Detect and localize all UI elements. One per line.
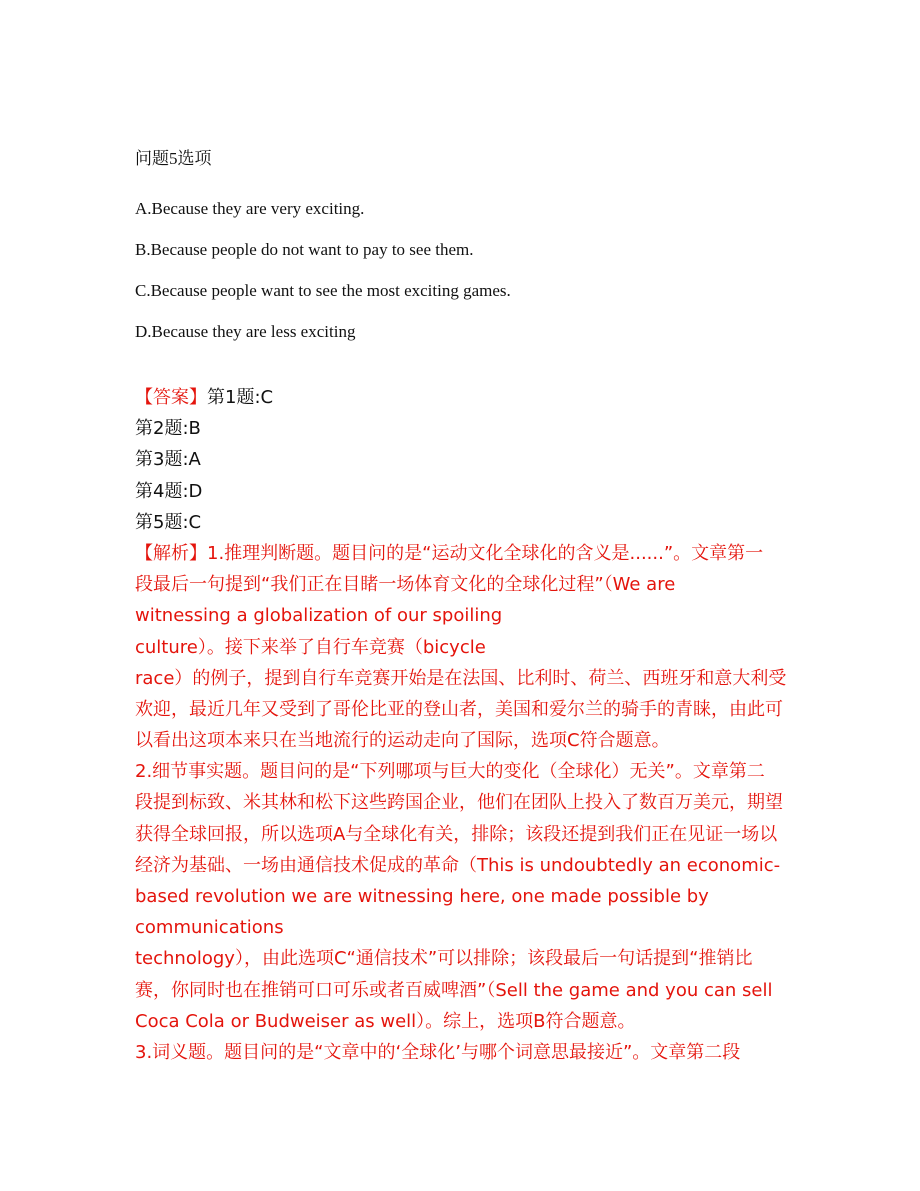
option-d: D.Because they are less exciting — [135, 322, 356, 341]
answer-label: 【答案】 — [135, 387, 207, 408]
question-block — [135, 146, 795, 360]
analysis-line-9: 段提到标致、米其林和松下这些跨国企业，他们在团队上投入了数百万美元，期望 — [135, 792, 783, 814]
question-title: 问题5选项 — [135, 149, 212, 168]
analysis-line-8: 2.细节事实题。题目问的是“下列哪项与巨大的变化（全球化）无关”。文章第二 — [135, 761, 765, 783]
analysis-line-6: 欢迎，最近几年又受到了哥伦比亚的登山者，美国和爱尔兰的骑手的青睐，由此可 — [135, 698, 783, 720]
analysis-line-7: 以看出这项本来只在当地流行的运动走向了国际，选项C符合题意。 — [135, 730, 670, 752]
analysis-line-4: culture）。接下来举了自行车竞赛（bicycle — [135, 636, 486, 658]
analysis-block — [135, 538, 795, 1068]
option-a: A.Because they are very exciting. — [135, 199, 365, 218]
analysis-line-2: 段最后一句提到“我们正在目睹一场体育文化的全球化过程”（We are — [135, 574, 676, 596]
answer-item-3: 第3题:A — [135, 449, 201, 471]
analysis-line-16: Coca Cola or Budweiser as well）。综上，选项B符合题意。 — [135, 1010, 636, 1032]
analysis-line-5: race）的例子，提到自行车竞赛开始是在法国、比利时、荷兰、西班牙和意大利受 — [135, 667, 787, 689]
analysis-line-12: based revolution we are witnessing here, one made possible by — [135, 886, 709, 907]
answer-item-1: 第1题:C — [207, 387, 274, 408]
answer-line-1 — [135, 382, 795, 413]
analysis-line-17: 3.词义题。题目问的是“文章中的‘全球化’与哪个词意思最接近”。文章第二段 — [135, 1041, 741, 1063]
analysis-line-13: communications — [135, 917, 284, 939]
analysis-line-10: 获得全球回报，所以选项A与全球化有关，排除；该段还提到我们正在见证一场以 — [135, 823, 778, 845]
answer-item-2: 第2题:B — [135, 418, 201, 440]
analysis-line-15: 赛，你同时也在推销可口可乐或者百威啤酒”（Sell the game and you can sell — [135, 979, 773, 1001]
analysis-line-1 — [135, 538, 795, 569]
analysis-line-11: 经济为基础、一场由通信技术促成的革命（This is undoubtedly an economic- — [135, 854, 781, 876]
answer-item-4: 第4题:D — [135, 480, 203, 502]
analysis-label: 【解析】 — [135, 542, 207, 564]
option-c: C.Because people want to see the most exciting games. — [135, 281, 511, 300]
answer-block — [135, 382, 795, 1068]
answer-item-5: 第5题:C — [135, 511, 202, 533]
analysis-line-3: witnessing a globalization of our spoiling — [135, 605, 503, 627]
analysis-text: 1.推理判断题。题目问的是“运动文化全球化的含义是......”。文章第一 — [207, 542, 764, 564]
option-b: B.Because people do not want to pay to see them. — [135, 240, 474, 259]
analysis-line-14: technology），由此选项C“通信技术”可以排除；该段最后一句话提到“推销比 — [135, 948, 753, 970]
